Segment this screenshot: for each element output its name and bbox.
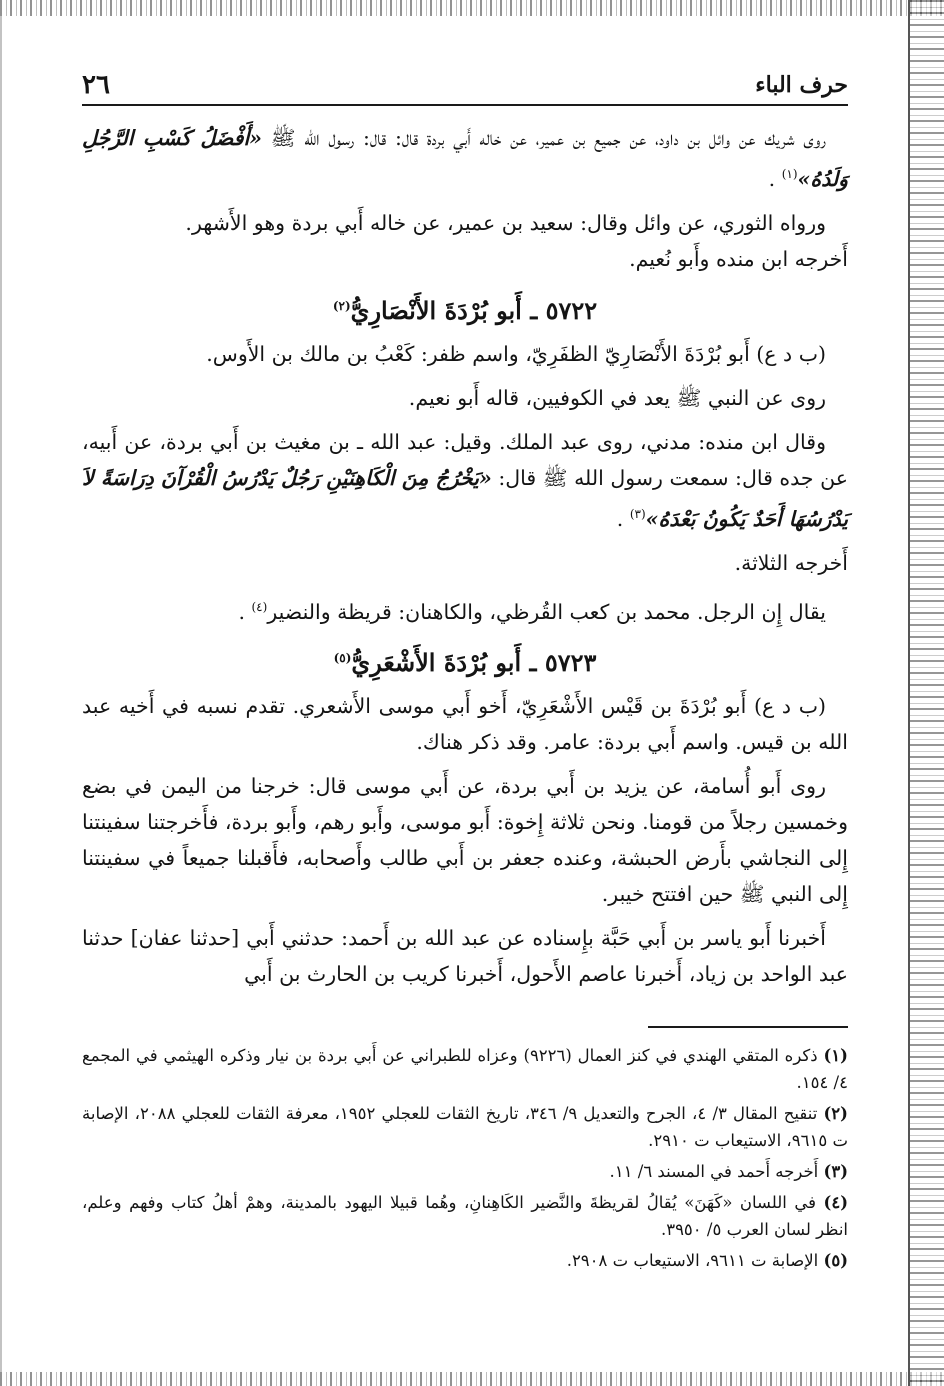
paragraph-6-text: وقال ابن منده: مدني، روى عبد الملك. وقيل: عبد الله ـ بن مغيث بن أَبي بردة، عن أَبيه، عن جده قال: سمعت رسول الله ﷺ قال: bbox=[82, 429, 848, 490]
paragraph-5: روى عن النبي ﷺ يعد في الكوفيين، قاله أَبو نعيم. bbox=[408, 385, 826, 410]
main-text bbox=[82, 120, 848, 992]
footnote-ref-4: (٤) bbox=[251, 599, 268, 614]
footnote-separator bbox=[648, 1026, 848, 1028]
footnote-2-text: تنقيح المقال ٣/ ٤، الجرح والتعديل ٩/ ٣٤٦، تاريخ الثقات للعجلي ١٩٥٢، معرفة الثقات للعجلي ٢٠٨٨، الإصابة ت ٩٦١٥، الاستيعاب ت ٢٩١٠. bbox=[82, 1104, 848, 1151]
entry-heading-5723 bbox=[82, 635, 848, 686]
paragraph-2: ورواه الثوري، عن وائل وقال: سعيد بن عمير، عن خاله أَبي بردة وهو الأَشهر. bbox=[185, 210, 826, 235]
paragraph-11: أَخبرنا أَبو ياسر بن أَبي حَبَّة بإِسناده عن عبد الله بن أَحمد: حدثني أَبي [حدثنا عفان] حدثنا عبد الواحد بن زياد، أَخبرنا عاصم الأَحول، أَخبرنا كريب بن الحارث بن أَبي bbox=[82, 926, 848, 987]
footnote-3 bbox=[82, 1158, 848, 1185]
decorative-border-top bbox=[0, 0, 944, 16]
running-header bbox=[82, 70, 848, 106]
footnote-5 bbox=[82, 1247, 848, 1274]
footnote-4 bbox=[82, 1189, 848, 1243]
footnote-2-mark: (٢) bbox=[823, 1104, 848, 1124]
entry-heading-5722 bbox=[82, 283, 848, 334]
footnote-5-mark: (٥) bbox=[823, 1251, 848, 1271]
entry-heading-5722-text: ٥٧٢٢ ـ أَبو بُرْدَةَ الأَنْصَارِيُّ bbox=[350, 295, 598, 325]
page-number: ٢٦ bbox=[82, 70, 110, 100]
footnote-ref-3: (٣) bbox=[629, 506, 646, 521]
hadith-quote-1: «أَفْضَلُ كَسْبِ الرَّجُلِ وَلَدُهُ» bbox=[82, 126, 848, 191]
hadith-quote-2: «يَخْرُجُ مِنَ الْكَاهِنَيْنِ رَجُلٌ يَدْرُسُ الْقُرْآنَ دِرَاسَةً لاَ يَدْرُسُهَا أَحَدٌ يَكُونُ بَعْدَهُ» bbox=[82, 465, 848, 531]
footnote-2 bbox=[82, 1100, 848, 1154]
decorative-border-bottom bbox=[0, 1372, 944, 1386]
footnote-3-mark: (٣) bbox=[823, 1162, 848, 1182]
footnotes bbox=[82, 1042, 848, 1274]
footnote-3-text: أَخرجه أَحمد في المسند ٦/ ١١. bbox=[609, 1162, 819, 1182]
footnote-ref-5: (٥) bbox=[333, 651, 352, 666]
paragraph-1-text: روى شريك عن وائل بن داود، عن جميع بن عمير، عن خاله أَبي بردة قال: قال: رسول الله ﷺ bbox=[261, 126, 826, 150]
decorative-border-right bbox=[910, 0, 944, 1386]
footnote-1-text: ذكره المتقي الهندي في كنز العمال (٩٢٢٦) وعزاه للطبراني عن أَبي بردة بن نيار وذكره الهيثمي في المجمع ٤/ ١٥٤. bbox=[82, 1046, 848, 1093]
paragraph-6: وقال ابن منده: مدني، روى عبد الملك. وقيل: عبد الله ـ بن مغيث بن أَبي بردة، عن أَبيه، عن جده قال: سمعت رسول الله ﷺ قال: «يَخْرُجُ مِنَ الْكَاهِنَيْنِ رَجُلٌ يَدْرُسُ الْقُرْآنَ دِرَاسَةً لاَ يَدْرُسُهَا أَحَدٌ يَكُونُ بَعْدَهُ»$^{(٣)}$ . bbox=[82, 429, 848, 531]
footnote-4-mark: (٤) bbox=[823, 1193, 849, 1213]
footnote-ref-1: (١) bbox=[781, 167, 798, 181]
paragraph-3: أَخرجه ابن منده وأَبو نُعيم. bbox=[629, 246, 848, 271]
footnote-1 bbox=[82, 1042, 848, 1096]
footnote-ref-2: (٢) bbox=[332, 298, 351, 313]
page-content bbox=[82, 70, 848, 1278]
paragraph-7: أَخرجه الثلاثة. bbox=[734, 550, 848, 575]
border-line-right bbox=[908, 0, 910, 1386]
footnote-5-text: الإصابة ت ٩٦١١، الاستيعاب ت ٢٩٠٨. bbox=[566, 1251, 819, 1271]
footnote-4-text: في اللسان «كَهَنَ» يُقالُ لقريظةَ والنَّضير الكَاهِنانِ، وهُما قبيلا اليهود بالمدينة، وهمْ أهلُ كتاب وفهم وعلم، انظر لسان العرب ٥/ ٣٩٥٠. bbox=[82, 1193, 848, 1240]
paragraph-8: يقال إِن الرجل. محمد بن كعب القُرظي، والكاهنان: قريظة والنضير$^{(٤)}$ . bbox=[238, 599, 826, 624]
paragraph-9: (ب د ع) أَبو بُرْدَةَ بن قَيْس الأَشْعَرِيّ، أَخو أَبي موسى الأَشعري. تقدم نسبه في أَخيه عبد الله بن قيس. واسم أَبي بردة: عامر. وقد ذكر هناك. bbox=[82, 694, 848, 755]
footnote-1-mark: (١) bbox=[823, 1046, 848, 1066]
chapter-title: حرف الباء bbox=[755, 72, 848, 98]
paragraph-8-text: يقال إِن الرجل. محمد بن كعب القُرظي، والكاهنان: قريظة والنضير bbox=[267, 599, 826, 624]
border-line-left bbox=[0, 16, 2, 1372]
paragraph-1: روى شريك عن وائل بن داود، عن جميع بن عمير، عن خاله أَبي بردة قال: قال: رسول الله ﷺ «أَفْضَلُ كَسْبِ الرَّجُلِ وَلَدُهُ»$^{(١)}$ . bbox=[82, 126, 848, 191]
entry-heading-5723-text: ٥٧٢٣ ـ أَبو بُرْدَةَ الأَشْعَرِيُّ bbox=[351, 648, 597, 678]
paragraph-4: (ب د ع) أَبو بُرْدَةَ الأَنْصَارِيّ الظفَرِيّ، واسم ظفر: كَعْبُ بن مالك بن الأَوس. bbox=[206, 341, 826, 366]
paragraph-10: روى أَبو أُسامة، عن يزيد بن أَبي بردة، عن أَبي موسى قال: خرجنا من اليمن في بضع وخمسين رجلاً من قومنا. ونحن ثلاثة إِخوة: أَبو موسى، وأَبو رهم، وأَبو بردة، فأَخرجتنا سفينتنا إِلى النجاشي بأَرض الحبشة، وعنده جعفر بن أَبي طالب وأَصحابه، فأَقبلنا جميعاً في سفينتنا إِلى النبي ﷺ حين افتتح خيبر. bbox=[82, 774, 848, 907]
